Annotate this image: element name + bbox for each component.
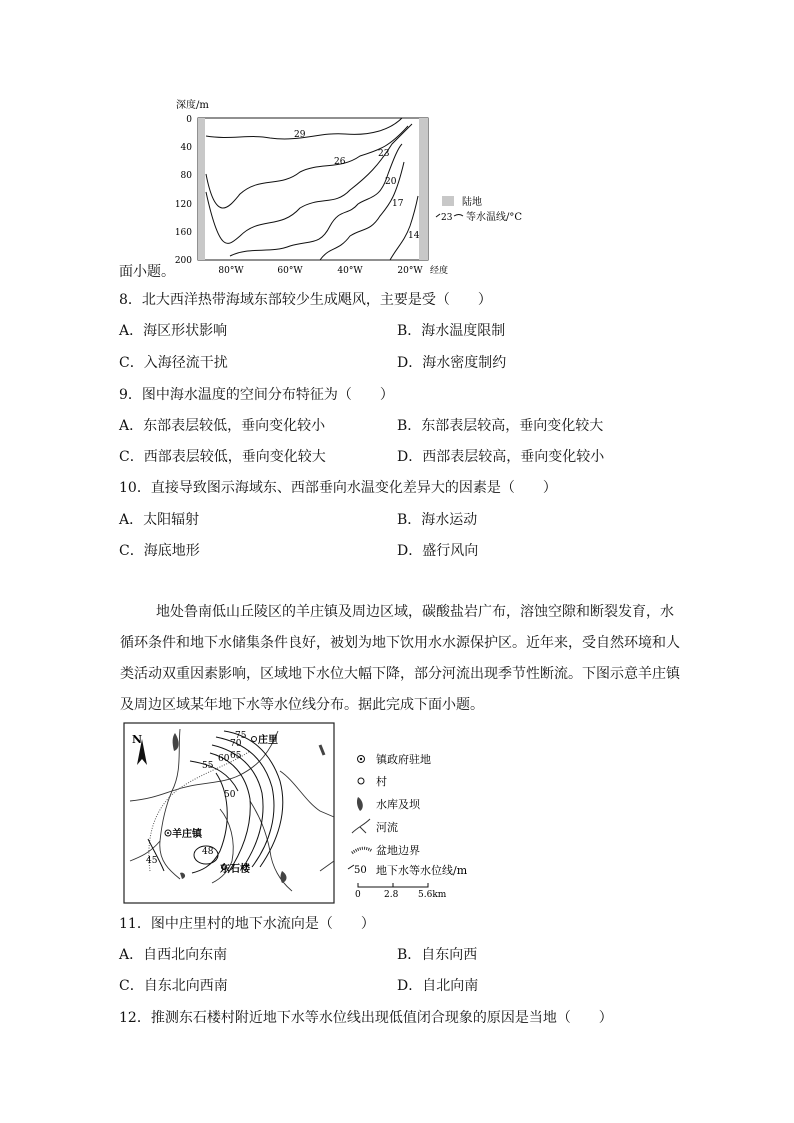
question-10-stem: 10．直接导致图示海域东、西部垂向水温变化差异大的因素是（ ） [119,480,557,496]
option-letter: C． [119,978,144,994]
legend-basin: 盆地边界 [376,844,420,857]
label-29: 29 [294,130,306,140]
q10-option-b[interactable] [397,510,477,530]
option-text: 西部表层较高，垂向变化较小 [422,449,605,465]
contour-label-48: 48 [202,847,214,857]
x-tick-40w: 40°W [337,266,363,276]
question-9-stem: 9．图中海水温度的空间分布特征为（ ） [119,387,394,403]
option-letter: C． [119,449,144,465]
option-letter: A． [119,512,144,528]
legend-isotherm-line [454,215,463,217]
question-8-stem: 8．北大西洋热带海域东部较少生成飓风，主要是受（ ） [119,292,492,308]
option-letter: D． [397,449,423,465]
intro-tail: 面小题。 [119,264,175,280]
q11-option-c[interactable] [119,976,228,996]
option-text: 自西北向东南 [143,947,228,963]
contour-label-45: 45 [146,856,158,866]
q10-option-a[interactable] [119,510,199,530]
option-text: 太阳辐射 [143,512,200,528]
q9-option-c[interactable] [119,447,326,467]
place-yangzhuang: 羊庄镇 [172,829,202,840]
contour-label-50: 50 [224,790,236,800]
label-14: 14 [408,231,420,241]
q11-option-a[interactable] [119,945,227,965]
q9-option-d[interactable] [397,447,604,467]
y-axis-label: 深度/m [176,100,209,111]
option-text: 东部表层较高，垂向变化较大 [421,418,604,434]
contour-label-55: 55 [202,761,214,771]
question-11-stem: 11．图中庄里村的地下水流向是（ ） [119,916,375,932]
legend-reservoir-icon [357,797,363,811]
q11-option-b[interactable] [397,945,477,965]
figure-groundwater-map [120,721,470,909]
option-letter: D． [397,978,423,994]
option-text: 西部表层较低，垂向变化较大 [143,449,326,465]
legend-isotherm-stub [436,214,440,217]
q11-option-d[interactable] [397,976,478,996]
option-text: 海水密度制约 [422,355,507,371]
y-tick-0: 0 [186,115,192,125]
q10-option-d[interactable] [397,541,478,561]
option-text: 盛行风向 [422,543,479,559]
q8-option-b[interactable] [397,321,505,341]
option-letter: D． [397,355,423,371]
x-tick-80w: 80°W [218,266,244,276]
legend-isotherm: 等水温线/°C [466,212,523,223]
q9-option-b[interactable] [397,416,603,436]
legend-contour: 地下水等水位线/m [376,864,468,877]
isotherm-20 [230,144,402,256]
option-letter: B． [397,512,422,528]
map-frame [124,723,334,903]
legend-river: 河流 [376,821,398,834]
plot-frame [198,118,428,260]
contour-label-75: 75 [235,731,247,741]
contour-label-70: 70 [230,739,242,749]
isotherm-26 [206,126,408,208]
reading-passage: 地处鲁南低山丘陵区的羊庄镇及周边区域，碳酸盐岩广布，溶蚀空隙和断裂发育，水循环条件和地下水储集条件良好，被划为地下饮用水水源保护区。近年来，受自然环境和人类活动双重因素影响，区域地下水位大幅下降，部分河流出现季节性断流。下图示意羊庄镇及周边区域某年地下水等水位线分布。据此完成下面小题。 [120,604,680,713]
q8-option-d[interactable] [397,353,506,373]
town-marker-dot [167,832,169,834]
legend-isotherm-value: 23 [441,213,453,223]
scale-2-8: 2.8 [384,890,399,900]
y-tick-40: 40 [180,143,192,153]
option-letter: A． [119,947,144,963]
option-letter: C． [119,543,144,559]
contour-label-65: 65 [230,751,242,761]
q10-option-c[interactable] [119,541,200,561]
y-tick-200: 200 [174,256,192,266]
option-letter: B． [397,418,422,434]
option-text: 自东向西 [421,947,478,963]
figure-ocean-temperature-profile [170,96,540,285]
north-label: N [132,733,143,746]
x-tick-60w: 60°W [277,266,303,276]
isotherm-23 [206,124,412,243]
land-west [198,118,205,260]
legend-contour-value: 50 [354,865,367,876]
q9-option-a[interactable] [119,416,325,436]
legend-reservoir: 水库及坝 [376,798,420,811]
q8-option-a[interactable] [119,321,227,341]
x-tick-20w: 20°W [397,266,423,276]
q8-option-c[interactable] [119,353,228,373]
label-26: 26 [334,157,346,167]
scale-0: 0 [355,890,361,900]
option-text: 自东北向西南 [143,978,228,994]
option-text: 海区形状影响 [143,323,228,339]
legend-river-icon [352,819,370,833]
scale-bar [358,883,428,887]
option-letter: C． [119,355,144,371]
option-text: 自北向南 [422,978,479,994]
option-letter: A． [119,418,144,434]
option-letter: B． [397,323,422,339]
option-text: 海水运动 [421,512,478,528]
y-tick-160: 160 [174,228,192,238]
label-20: 20 [385,177,397,187]
land-east [419,118,428,260]
legend-land-swatch [442,196,454,206]
label-23: 23 [378,149,390,159]
contour-label-60: 60 [218,754,230,764]
legend-town: 镇政府驻地 [376,753,431,766]
place-zhuangli: 庄里 [258,735,278,746]
legend-village-icon [358,778,364,784]
option-text: 海水温度限制 [421,323,506,339]
y-tick-80: 80 [180,171,192,181]
x-axis-label: 经度 [430,266,449,276]
legend-town-icon-dot [360,758,362,760]
option-text: 东部表层较低，垂向变化较小 [143,418,326,434]
y-tick-120: 120 [174,200,192,210]
option-letter: B． [397,947,422,963]
legend-land: 陆地 [462,197,482,208]
scale-5-6: 5.6km [418,890,447,900]
legend-village: 村 [376,775,387,788]
legend-basin-icon [352,848,372,853]
option-letter: A． [119,323,144,339]
question-12-stem: 12．推测东石楼村附近地下水等水位线出现低值闭合现象的原因是当地（ ） [119,1010,613,1026]
option-letter: D． [397,543,423,559]
label-17: 17 [392,199,404,209]
option-text: 海底地形 [143,543,200,559]
option-text: 入海径流干扰 [143,355,228,371]
place-dongshilou: 东石楼 [220,864,250,875]
